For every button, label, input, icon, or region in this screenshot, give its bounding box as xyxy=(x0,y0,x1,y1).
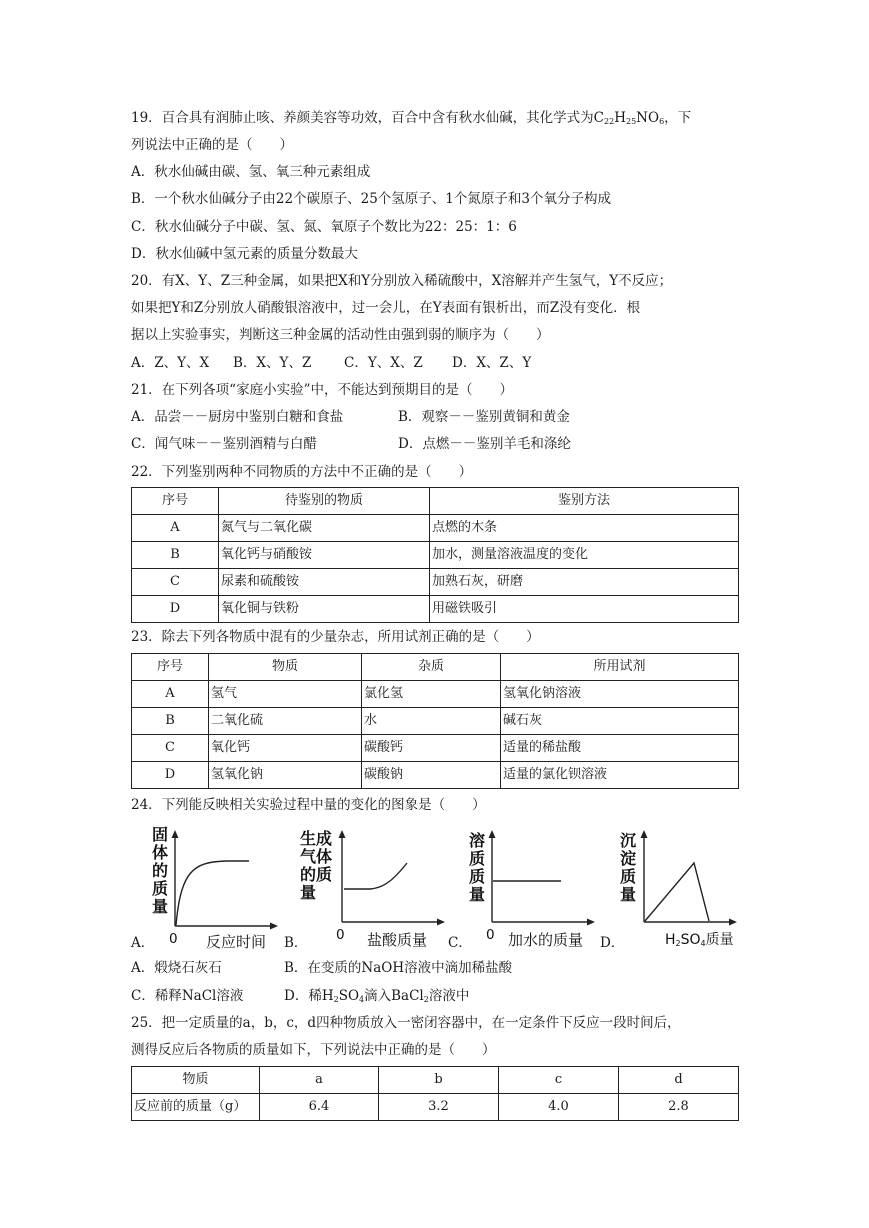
q20-stem-line3: 据以上实验事实，判断这三种金属的活动性由强到弱的顺序为（ ） xyxy=(131,327,550,343)
table-cell: B xyxy=(132,708,209,735)
table-cell: 点燃的木条 xyxy=(430,515,739,542)
table-cell: 碳酸钠 xyxy=(362,762,501,789)
q22-table xyxy=(131,487,739,623)
table-row xyxy=(132,515,739,542)
graph-b-curve xyxy=(344,863,407,889)
table-cell: 4.0 xyxy=(499,1094,619,1121)
table-cell: 6.4 xyxy=(260,1094,379,1121)
q23-table xyxy=(131,653,739,789)
table-row xyxy=(132,735,739,762)
graph-a-y-arrow xyxy=(172,830,179,838)
table-cell: 3.2 xyxy=(379,1094,499,1121)
table-cell: 氯化氢 xyxy=(362,681,501,708)
table-cell: 适量的氯化钡溶液 xyxy=(501,762,739,789)
graph-a-letter: A． xyxy=(131,935,155,951)
table-cell: 尿素和硫酸铵 xyxy=(219,569,430,596)
graph-a-curve xyxy=(176,861,249,925)
graph-a-x-arrow xyxy=(270,923,278,930)
table-header-row xyxy=(132,1067,739,1094)
graph-b xyxy=(300,826,450,951)
table-cell: 氮气与二氧化碳 xyxy=(219,515,430,542)
q24-option-a: A．煅烧石灰石 xyxy=(131,960,222,976)
q24-option-b: B．在变质的NaOH溶液中滴加稀盐酸 xyxy=(284,960,513,976)
graph-d-y-label: 沉 淀 质 量 xyxy=(619,831,636,904)
graph-a-x-label: 反应时间 xyxy=(206,933,267,951)
graph-b-letter: B． xyxy=(284,935,308,951)
q24-option-d: D．稀$H_2SO_4$滴入BaCl$_2$溶液中 xyxy=(284,988,470,1004)
table-row xyxy=(132,1094,739,1121)
table-cell: C xyxy=(132,569,219,596)
table-cell: 加水，测量溶液温度的变化 xyxy=(430,542,739,569)
q19-option-c: C．秋水仙碱分子中碳、氢、氮、氧原子个数比为22：25：1：6 xyxy=(131,219,517,235)
q24-option-c: C．稀释NaCl溶液 xyxy=(131,988,244,1004)
q21-option-d: D．点燃－－鉴别羊毛和涤纶 xyxy=(398,436,571,452)
graph-c-x-label: 加水的质量 xyxy=(508,931,584,949)
table-row xyxy=(132,569,739,596)
q23-stem: 23．除去下列各物质中混有的少量杂志，所用试剂正确的是（ ） xyxy=(131,629,540,645)
graph-b-origin: 0 xyxy=(336,927,345,943)
q21-option-a: A．品尝－－厨房中鉴别白糖和食盐 xyxy=(131,409,344,425)
graph-d-y-arrow xyxy=(641,830,648,838)
q25-stem-line2: 测得反应后各物质的质量如下，下列说法中正确的是（ ） xyxy=(131,1042,496,1058)
q19-option-d: D．秋水仙碱中氢元素的质量分数最大 xyxy=(131,246,358,262)
table-cell: 氧化钙与硝酸铵 xyxy=(219,542,430,569)
q19-option-a: A．秋水仙碱由碳、氢、氧三种元素组成 xyxy=(131,164,371,180)
graph-d-x-label: $H_2SO_4$质量 xyxy=(665,932,734,948)
q20-option-a: A．Z、Y、X xyxy=(131,355,210,371)
graph-d-x-arrow xyxy=(729,919,737,926)
graph-c xyxy=(468,826,618,951)
q21-option-b: B．观察－－鉴别黄铜和黄金 xyxy=(398,409,570,425)
q19-stem-line1: 19．百合具有润肺止咳、养颜美容等功效，百合中含有秋水仙碱，其化学式为$C_{22}H_{25}NO_6$，下 xyxy=(131,110,692,126)
table-header-cell: 杂质 xyxy=(362,654,501,681)
table-header-row xyxy=(132,488,739,515)
q25-table xyxy=(131,1066,739,1121)
q20-option-b: B．X、Y、Z xyxy=(233,355,312,371)
table-cell: 水 xyxy=(362,708,501,735)
graph-d xyxy=(619,826,769,951)
table-header-cell: b xyxy=(379,1067,499,1094)
graph-c-y-arrow xyxy=(489,830,496,838)
graph-c-x-arrow xyxy=(587,919,595,926)
table-cell: 碱石灰 xyxy=(501,708,739,735)
graph-c-origin: 0 xyxy=(486,927,495,943)
graph-d-letter: D． xyxy=(600,935,625,951)
table-cell: C xyxy=(132,735,209,762)
table-row xyxy=(132,762,739,789)
q19-option-b: B．一个秋水仙碱分子由22个碳原子、25个氢原子、1个氮原子和3个氧分子构成 xyxy=(131,191,611,207)
table-header-cell: a xyxy=(260,1067,379,1094)
table-header-cell: d xyxy=(619,1067,739,1094)
graph-b-x-label: 盐酸质量 xyxy=(367,931,428,949)
table-cell: B xyxy=(132,542,219,569)
graph-b-y-label: 生成 气体 的质 量 xyxy=(300,829,333,902)
q22-stem: 22．下列鉴别两种不同物质的方法中不正确的是（ ） xyxy=(131,464,473,480)
table-cell: 氢氧化钠溶液 xyxy=(501,681,739,708)
table-cell: 适量的稀盐酸 xyxy=(501,735,739,762)
table-row xyxy=(132,708,739,735)
q20-stem-line2: 如果把Y和Z分别放人硝酸银溶液中，过一会儿，在Y表面有银析出，而Z没有变化．根 xyxy=(131,300,641,316)
table-header-cell: 物质 xyxy=(132,1067,260,1094)
graph-a-origin: 0 xyxy=(169,931,178,947)
table-cell: 碳酸钙 xyxy=(362,735,501,762)
table-cell: A xyxy=(132,681,209,708)
table-cell: D xyxy=(132,596,219,623)
q24-stem: 24．下列能反映相关实验过程中量的变化的图象是（ ） xyxy=(131,797,486,813)
table-cell: 氢氧化钠 xyxy=(209,762,362,789)
table-cell: 氧化铜与铁粉 xyxy=(219,596,430,623)
graph-d-line xyxy=(645,863,709,921)
table-cell: 氢气 xyxy=(209,681,362,708)
table-cell: 二氧化硫 xyxy=(209,708,362,735)
table-header-cell: 所用试剂 xyxy=(501,654,739,681)
table-header-cell: 鉴别方法 xyxy=(430,488,739,515)
q19-stem-line2: 列说法中正确的是（ ） xyxy=(131,137,293,153)
q20-option-c: C．Y、X、Z xyxy=(344,355,423,371)
table-cell: 用磁铁吸引 xyxy=(430,596,739,623)
q20-stem-line1: 20．有X、Y、Z三种金属，如果把X和Y分别放入稀硫酸中，X溶解并产生氢气，Y不反应； xyxy=(131,273,673,289)
table-header-row xyxy=(132,654,739,681)
q21-option-c: C．闻气味－－鉴别酒精与白醋 xyxy=(131,436,317,452)
table-header-cell: 物质 xyxy=(209,654,362,681)
graph-b-x-arrow xyxy=(437,919,445,926)
table-header-cell: 序号 xyxy=(132,488,219,515)
table-row xyxy=(132,681,739,708)
graph-c-y-label: 溶 质 质 量 xyxy=(468,831,485,904)
table-header-cell: c xyxy=(499,1067,619,1094)
graph-b-y-arrow xyxy=(339,830,346,838)
table-header-cell: 序号 xyxy=(132,654,209,681)
table-cell: 反应前的质量（g） xyxy=(132,1094,260,1121)
table-cell: 氧化钙 xyxy=(209,735,362,762)
graph-a-y-label: 固 体 的 质 量 xyxy=(151,825,168,916)
q20-option-d: D．X、Z、Y xyxy=(452,355,532,371)
table-row xyxy=(132,596,739,623)
graph-c-letter: C． xyxy=(448,935,472,951)
table-cell: A xyxy=(132,515,219,542)
table-row xyxy=(132,542,739,569)
table-cell: 2.8 xyxy=(619,1094,739,1121)
q25-stem-line1: 25．把一定质量的a，b，c，d四种物质放入一密闭容器中，在一定条件下反应一段时间后， xyxy=(131,1015,681,1031)
q21-stem: 21．在下列各项“家庭小实验”中，不能达到预期目的是（ ） xyxy=(131,382,513,398)
table-header-cell: 待鉴别的物质 xyxy=(219,488,430,515)
table-cell: 加熟石灰，研磨 xyxy=(430,569,739,596)
table-cell: D xyxy=(132,762,209,789)
